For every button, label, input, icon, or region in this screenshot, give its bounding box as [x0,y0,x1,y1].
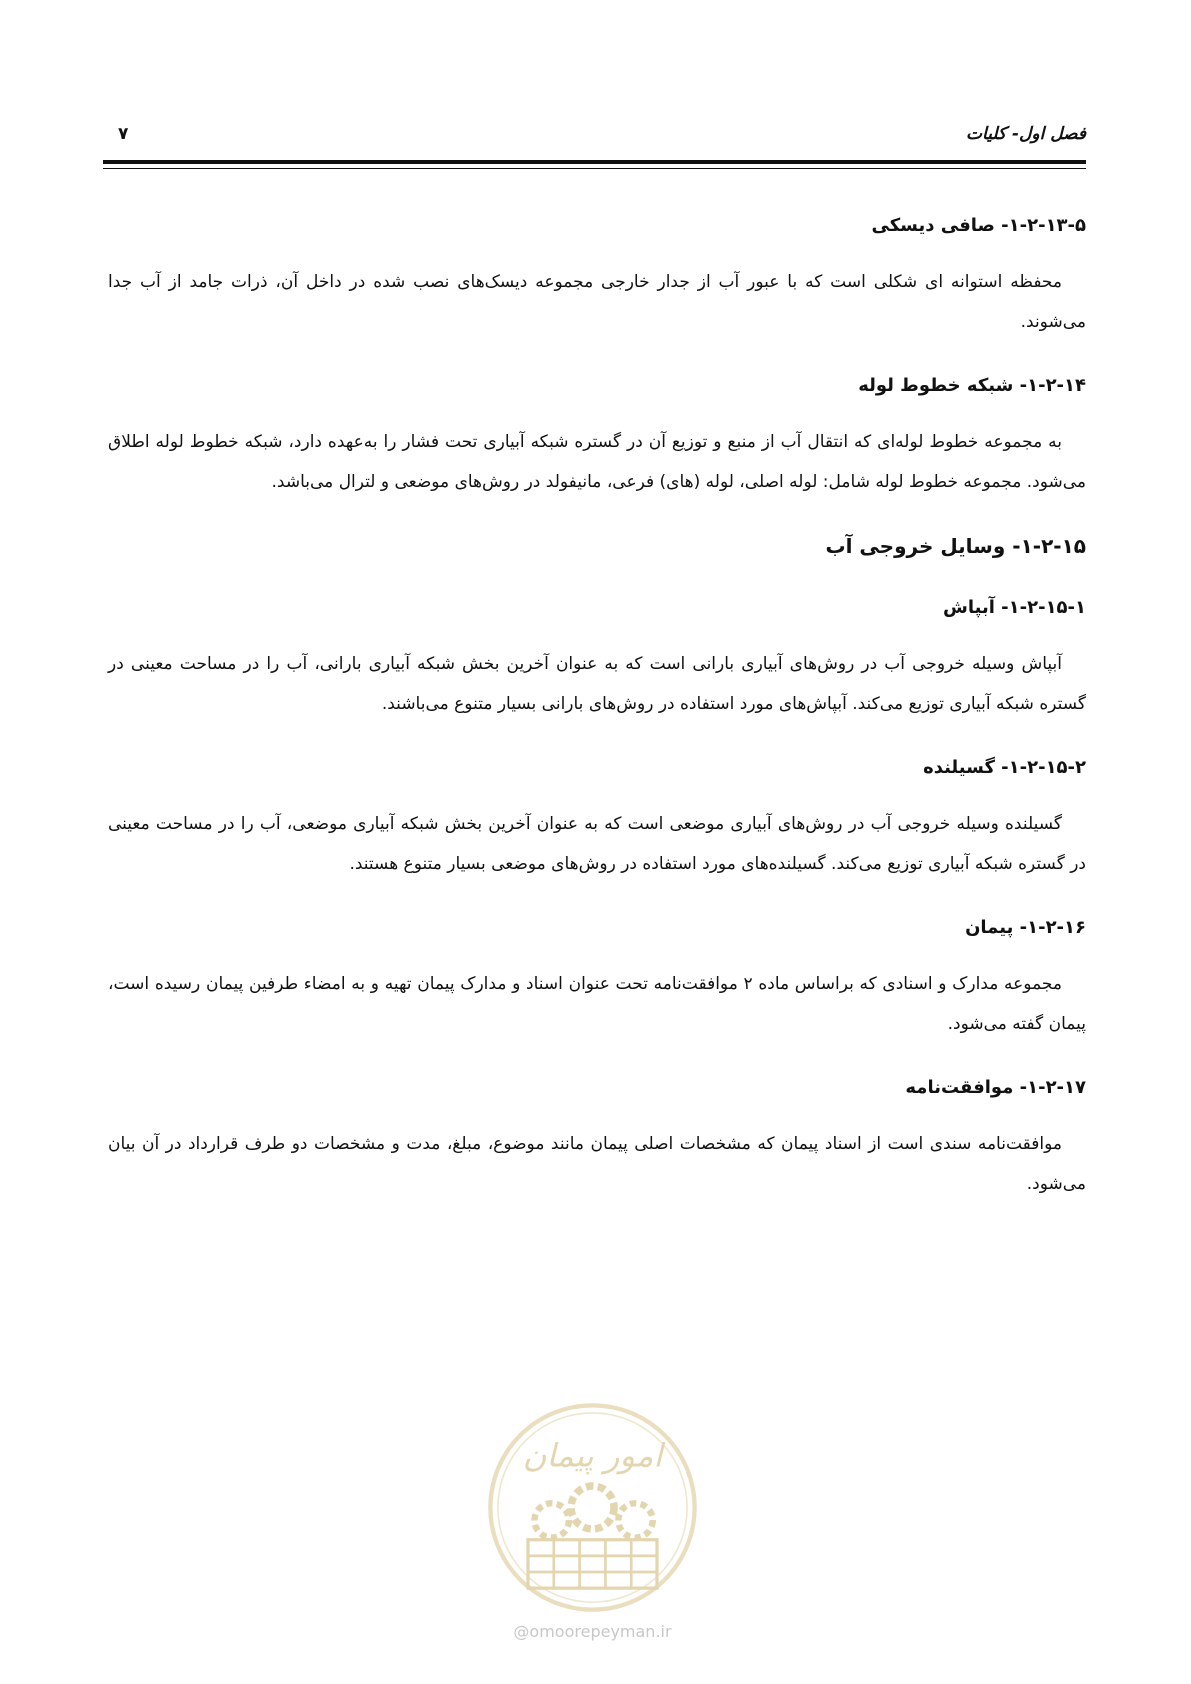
section-heading-water-outlets: ۱-۲-۱۵- وسایل خروجی آب [825,534,1086,558]
header-rule-thin [103,168,1086,169]
section-paragraph-agreement: موافقت‌نامه سندی است از اسناد پیمان که مشخصات اصلی پیمان مانند موضوع، مبلغ، مدت و مشخصات دو طرف قرارداد در آن بیان می‌شود. [108,1134,1086,1194]
header-rule-thick [103,160,1086,164]
watermark-seal-logo [485,1400,700,1615]
watermark-url: @omoorepeyman.ir [513,1622,672,1641]
section-paragraph-pipe-network: به مجموعه خطوط لوله‌ای که انتقال آب از منبع و توزیع آن در گستره شبکه آبیاری تحت فشار را به‌عهده دارد، شبکه خطوط لوله اطلاق می‌شود. مجموعه خطوط لوله شامل: لوله اصلی، لوله (های) فرعی، مانیفولد در روش‌های موضعی و لترال می‌باشد. [108,432,1086,492]
page-header [108,124,1086,154]
chapter-title: فصل اول- کلیات [966,124,1086,144]
svg-text:امور پیمان: امور پیمان [522,1436,663,1475]
section-paragraph-contract: مجموعه مدارک و اسنادی که براساس ماده ۲ موافقت‌نامه تحت عنوان اسناد و مدارک پیمان تهیه و به امضاء طرفین پیمان رسیده است، پیمان گفته می‌شود. [108,974,1086,1034]
section-heading-disc-filter: ۱-۲-۱۳-۵- صافی دیسکی [871,215,1086,236]
section-paragraph-emitter: گسیلنده وسیله خروجی آب در روش‌های آبیاری موضعی است که به عنوان آخرین بخش شبکه آبیاری موضعی، آب را در مساحت معینی در گستره شبکه آبیاری توزیع می‌کند. گسیلنده‌های مورد استفاده در روش‌های موضعی بسیار متنوع هستند. [108,814,1086,874]
section-paragraph-sprinkler: آبپاش وسیله خروجی آب در روش‌های آبیاری بارانی است که به عنوان آخرین بخش شبکه آبیاری بارانی، آب را در مساحت معینی در گستره شبکه آبیاری توزیع می‌کند. آبپاش‌های مورد استفاده در روش‌های بارانی بسیار متنوع می‌باشند. [108,654,1086,714]
section-heading-contract: ۱-۲-۱۶- پیمان [965,917,1086,938]
section-paragraph-disc-filter: محفظه استوانه ای شکلی است که با عبور آب از جدار خارجی مجموعه دیسک‌های نصب شده در داخل آن، ذرات جامد از آب جدا می‌شوند. [108,272,1086,332]
section-heading-emitter: ۱-۲-۱۵-۲- گسیلنده [923,757,1086,778]
section-heading-sprinkler: ۱-۲-۱۵-۱- آبپاش [943,597,1086,618]
page-number: ۷ [118,124,129,144]
section-heading-agreement: ۱-۲-۱۷- موافقت‌نامه [905,1077,1086,1098]
page-body [108,212,1086,1204]
section-heading-pipe-network: ۱-۲-۱۴- شبکه خطوط لوله [858,375,1086,396]
